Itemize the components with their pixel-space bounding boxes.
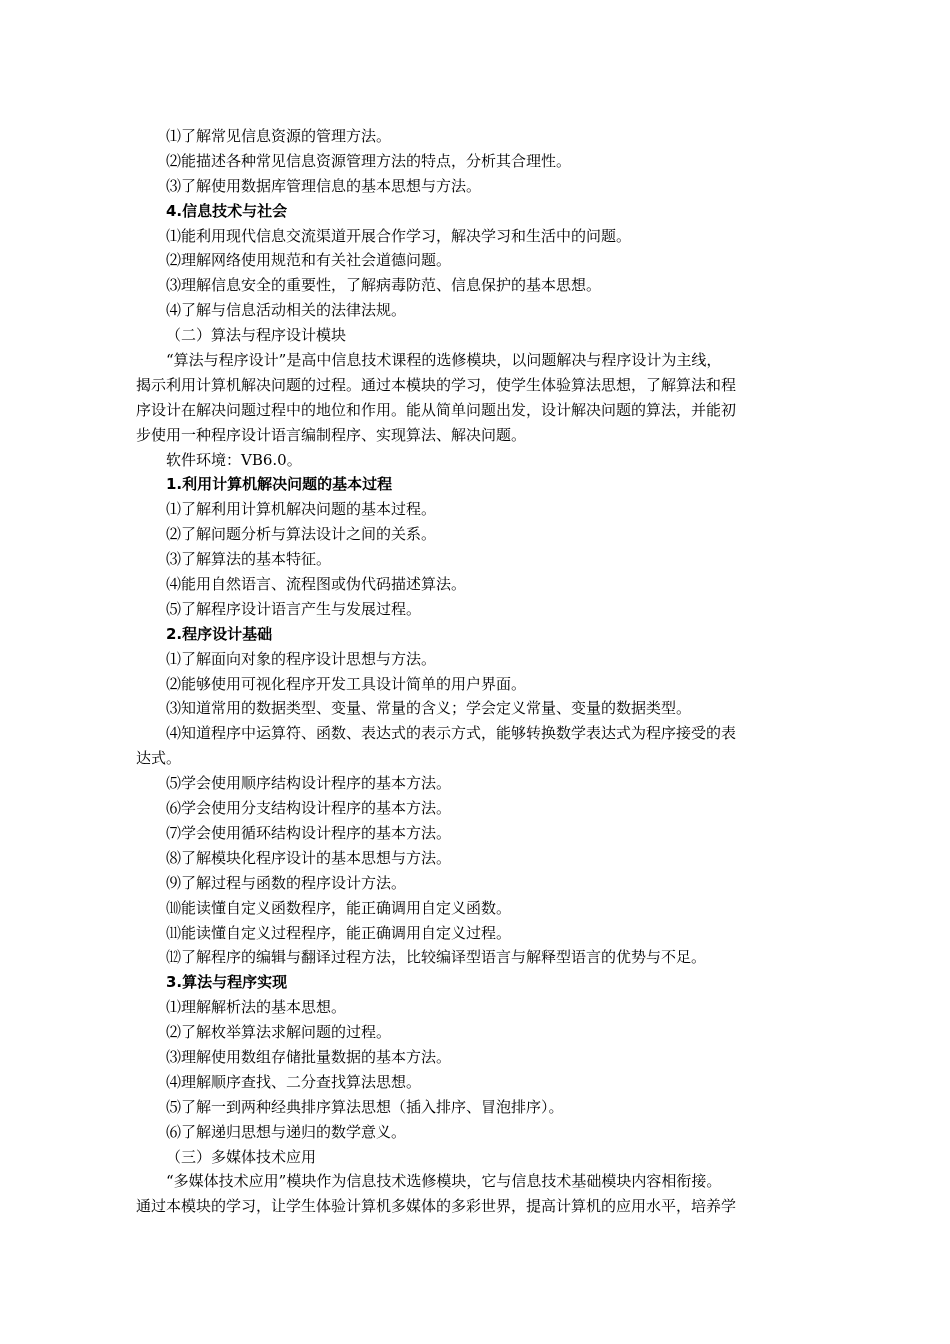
list-item: ⑴了解利用计算机解决问题的基本过程。 [166, 500, 437, 519]
section-heading: 2.程序设计基础 [166, 624, 273, 643]
paragraph-line: “算法与程序设计”是高中信息技术课程的选修模块，以问题解决与程序设计为主线， [166, 351, 722, 370]
list-item: ⑵理解网络使用规范和有关社会道德问题。 [166, 251, 452, 270]
list-item: ⑴能利用现代信息交流渠道开展合作学习，解决学习和生活中的问题。 [166, 226, 632, 245]
list-item: ⑵了解枚举算法求解问题的过程。 [166, 1023, 392, 1042]
paragraph-line: 揭示利用计算机解决问题的过程。通过本模块的学习，使学生体验算法思想，了解算法和程 [136, 375, 737, 394]
paragraph-line: 序设计在解决问题过程中的地位和作用。能从简单问题出发，设计解决问题的算法，并能初 [136, 400, 737, 419]
list-item: ⑸了解一到两种经典排序算法思想（插入排序、冒泡排序）。 [166, 1097, 564, 1116]
list-item: ⑸学会使用顺序结构设计程序的基本方法。 [166, 774, 452, 793]
list-item: ⑶了解算法的基本特征。 [166, 550, 332, 569]
list-item: ⑴理解解析法的基本思想。 [166, 998, 347, 1017]
list-item: ⑽能读懂自定义函数程序，能正确调用自定义函数。 [166, 898, 512, 917]
list-item: ⑿了解程序的编辑与翻译过程方法，比较编译型语言与解释型语言的优势与不足。 [166, 948, 707, 967]
software-environment: 软件环境：VB6.0。 [166, 450, 302, 469]
list-item: ⑴了解常见信息资源的管理方法。 [166, 127, 392, 145]
list-item: ⑼了解过程与函数的程序设计方法。 [166, 873, 407, 892]
list-item: ⑷能用自然语言、流程图或伪代码描述算法。 [166, 575, 467, 594]
list-item: ⑻了解模块化程序设计的基本思想与方法。 [166, 848, 452, 867]
module-title: （三）多媒体技术应用 [166, 1147, 317, 1166]
list-item: ⑷理解顺序查找、二分查找算法思想。 [166, 1072, 422, 1091]
paragraph-line: 步使用一种程序设计语言编制程序、实现算法、解决问题。 [136, 425, 527, 444]
list-item: ⑶理解信息安全的重要性，了解病毒防范、信息保护的基本思想。 [166, 276, 602, 295]
paragraph-line: “多媒体技术应用”模块作为信息技术选修模块，它与信息技术基础模块内容相衔接。 [166, 1172, 722, 1191]
section-heading: 3.算法与程序实现 [166, 973, 288, 992]
list-item: ⑹了解递归思想与递归的数学意义。 [166, 1122, 407, 1141]
list-item-continuation: 达式。 [136, 749, 182, 768]
paragraph-line: 通过本模块的学习，让学生体验计算机多媒体的多彩世界，提高计算机的应用水平，培养学 [136, 1197, 737, 1216]
list-item: ⑶理解使用数组存储批量数据的基本方法。 [166, 1047, 452, 1066]
list-item: ⑷了解与信息活动相关的法律法规。 [166, 301, 407, 320]
module-title: （二）算法与程序设计模块 [166, 326, 347, 345]
list-item: ⑹学会使用分支结构设计程序的基本方法。 [166, 799, 452, 818]
section-heading: 4.信息技术与社会 [166, 201, 288, 220]
list-item: ⑵能够使用可视化程序开发工具设计简单的用户界面。 [166, 674, 527, 693]
list-item: ⑶了解使用数据库管理信息的基本思想与方法。 [166, 176, 482, 195]
list-item: ⑸了解程序设计语言产生与发展过程。 [166, 599, 422, 618]
list-item: ⑵能描述各种常见信息资源管理方法的特点，分析其合理性。 [166, 151, 572, 170]
list-item: ⑵了解问题分析与算法设计之间的关系。 [166, 525, 437, 544]
document-body [136, 124, 816, 1219]
list-item: ⑷知道程序中运算符、函数、表达式的表示方式，能够转换数学表达式为程序接受的表 [166, 724, 737, 743]
list-item: ⑶知道常用的数据类型、变量、常量的含义；学会定义常量、变量的数据类型。 [166, 699, 692, 718]
list-item: ⑾能读懂自定义过程程序，能正确调用自定义过程。 [166, 923, 512, 942]
list-item: ⑴了解面向对象的程序设计思想与方法。 [166, 649, 437, 668]
list-item: ⑺学会使用循环结构设计程序的基本方法。 [166, 823, 452, 842]
section-heading: 1.利用计算机解决问题的基本过程 [166, 475, 393, 494]
